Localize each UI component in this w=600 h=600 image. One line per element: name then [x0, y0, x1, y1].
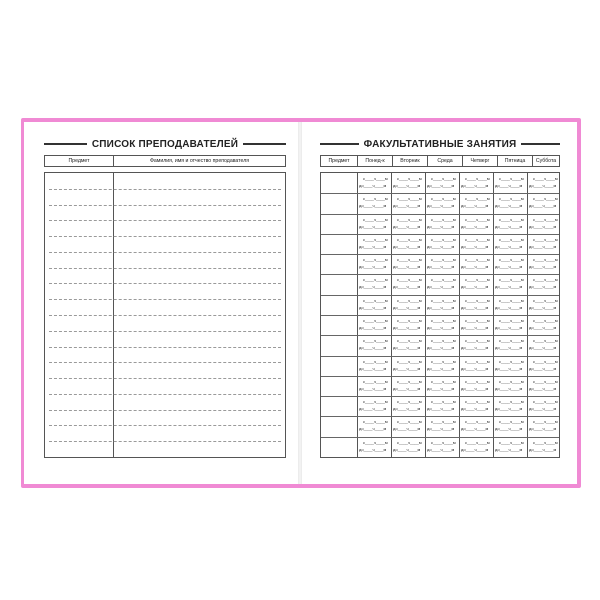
row-divider [321, 396, 559, 397]
time-slot-from: с____ч____м [499, 236, 524, 242]
column-header-saturday: Суббота [535, 158, 557, 164]
ruling-line [49, 268, 281, 269]
time-slot-from: с____ч____м [431, 399, 456, 405]
time-slot-from: с____ч____м [363, 176, 388, 181]
time-slot-from: с____ч____м [363, 399, 388, 405]
column-header-thursday: Четверг [463, 156, 498, 166]
time-slot-to: до____ч____м [495, 365, 523, 371]
time-slot-to: до____ч____м [393, 203, 421, 209]
time-slot-to: до____ч____м [359, 426, 387, 432]
row-divider [321, 437, 559, 438]
time-slot-to: до____ч____м [359, 406, 387, 412]
column-header-wednesday: Среда [428, 156, 463, 166]
time-slot-to: до____ч____м [427, 243, 455, 249]
time-slot-from: с____ч____м [363, 318, 388, 323]
ruling-line [49, 441, 281, 442]
time-slot-to: до____ч____м [529, 406, 557, 412]
time-slot-from: с____ч____м [363, 297, 388, 303]
time-slot-from: с____ч____м [499, 196, 524, 202]
time-slot-from: с____ч____м [499, 297, 524, 303]
time-slot-to: до____ч____м [529, 183, 557, 188]
time-slot-to: до____ч____м [427, 203, 455, 209]
time-slot-to: до____ч____м [461, 183, 489, 188]
time-slot-to: до____ч____м [461, 243, 489, 249]
time-slot-to: до____ч____м [359, 264, 387, 270]
time-slot-from: с____ч____м [363, 236, 388, 242]
time-slot-from: с____ч____м [533, 419, 558, 425]
time-slot-from: с____ч____м [363, 358, 388, 364]
time-slot-to: до____ч____м [427, 385, 455, 391]
time-slot-from: с____ч____м [397, 419, 422, 425]
time-slot-from: с____ч____м [363, 338, 388, 344]
row-divider [321, 193, 559, 194]
time-slot-from: с____ч____м [533, 358, 558, 364]
time-slot-from: с____ч____м [397, 378, 422, 384]
time-slot-to: до____ч____м [529, 446, 557, 452]
time-slot-from: с____ч____м [431, 358, 456, 364]
time-slot-to: до____ч____м [393, 325, 421, 330]
time-slot-from: с____ч____м [431, 216, 456, 222]
time-slot-to: до____ч____м [529, 264, 557, 270]
time-slot-from: с____ч____м [499, 358, 524, 364]
ruling-line [49, 205, 281, 206]
ruling-line [49, 252, 281, 253]
time-slot-to: до____ч____м [359, 446, 387, 452]
time-slot-from: с____ч____м [397, 257, 422, 263]
time-slot-to: до____ч____м [529, 426, 557, 432]
time-slot-from: с____ч____м [499, 216, 524, 222]
time-slot-to: до____ч____м [495, 284, 523, 290]
column-header-subject: Предмет [45, 156, 114, 166]
time-slot-from: с____ч____м [465, 297, 490, 303]
time-slot-from: с____ч____м [533, 257, 558, 263]
time-slot-to: до____ч____м [529, 385, 557, 391]
time-slot-to: до____ч____м [359, 243, 387, 249]
time-slot-from: с____ч____м [431, 277, 456, 283]
time-slot-from: с____ч____м [465, 216, 490, 222]
time-slot-from: с____ч____м [465, 176, 490, 181]
time-slot-from: с____ч____м [533, 236, 558, 242]
column-header-subject: Предмет [321, 156, 358, 166]
time-slot-from: с____ч____м [431, 257, 456, 263]
ruling-line [49, 236, 281, 237]
heading-rule-left [44, 143, 87, 145]
time-slot-to: до____ч____м [461, 264, 489, 270]
time-slot-to: до____ч____м [461, 304, 489, 310]
time-slot-to: до____ч____м [529, 203, 557, 209]
time-slot-to: до____ч____м [427, 365, 455, 371]
ruling-line [49, 331, 281, 332]
time-slot-from: с____ч____м [499, 318, 524, 323]
time-slot-to: до____ч____м [359, 223, 387, 229]
heading-rule-right [243, 143, 286, 145]
time-slot-to: до____ч____м [529, 304, 557, 310]
time-slot-to: до____ч____м [393, 385, 421, 391]
time-slot-to: до____ч____м [427, 304, 455, 310]
electives-table [320, 172, 560, 458]
time-slot-to: до____ч____м [495, 325, 523, 330]
time-slot-from: с____ч____м [397, 439, 422, 445]
time-slot-to: до____ч____м [495, 426, 523, 432]
time-slot-from: с____ч____м [363, 277, 388, 283]
row-divider [321, 214, 559, 215]
time-slot-to: до____ч____м [461, 365, 489, 371]
time-slot-from: с____ч____м [397, 277, 422, 283]
time-slot-from: с____ч____м [533, 439, 558, 445]
time-slot-from: с____ч____м [533, 378, 558, 384]
time-slot-from: с____ч____м [533, 196, 558, 202]
time-slot-from: с____ч____м [533, 176, 558, 181]
row-divider [321, 274, 559, 275]
column-header-monday: Понед-к [358, 156, 393, 166]
time-slot-from: с____ч____м [465, 196, 490, 202]
time-slot-from: с____ч____м [397, 338, 422, 344]
time-slot-to: до____ч____м [393, 345, 421, 351]
time-slot-from: с____ч____м [397, 399, 422, 405]
time-slot-to: до____ч____м [495, 406, 523, 412]
time-slot-to: до____ч____м [529, 365, 557, 371]
time-slot-from: с____ч____м [397, 318, 422, 323]
time-slot-from: с____ч____м [397, 196, 422, 202]
time-slot-to: до____ч____м [495, 345, 523, 351]
electives-title: ФАКУЛЬТАТИВНЫЕ ЗАНЯТИЯ [363, 138, 517, 150]
time-slot-to: до____ч____м [495, 223, 523, 229]
row-divider [321, 254, 559, 255]
time-slot-from: с____ч____м [533, 338, 558, 344]
time-slot-to: до____ч____м [359, 284, 387, 290]
time-slot-to: до____ч____м [461, 446, 489, 452]
time-slot-from: с____ч____м [465, 318, 490, 323]
time-slot-to: до____ч____м [461, 385, 489, 391]
teachers-table [44, 172, 286, 458]
time-slot-to: до____ч____м [495, 385, 523, 391]
time-slot-from: с____ч____м [363, 378, 388, 384]
time-slot-from: с____ч____м [533, 216, 558, 222]
row-divider [321, 376, 559, 377]
time-slot-from: с____ч____м [431, 297, 456, 303]
time-slot-to: до____ч____м [393, 426, 421, 432]
time-slot-from: с____ч____м [431, 419, 456, 425]
time-slot-from: с____ч____м [363, 439, 388, 445]
time-slot-from: с____ч____м [465, 257, 490, 263]
time-slot-to: до____ч____м [427, 325, 455, 330]
time-slot-to: до____ч____м [359, 365, 387, 371]
time-slot-to: до____ч____м [427, 406, 455, 412]
time-slot-to: до____ч____м [495, 304, 523, 310]
time-slot-from: с____ч____м [499, 277, 524, 283]
time-slot-to: до____ч____м [359, 304, 387, 310]
time-slot-from: с____ч____м [397, 216, 422, 222]
ruling-line [49, 189, 281, 190]
time-slot-to: до____ч____м [495, 203, 523, 209]
ruling-line [49, 315, 281, 316]
teachers-list-title: СПИСОК ПРЕПОДАВАТЕЛЕЙ [91, 138, 239, 150]
time-slot-from: с____ч____м [431, 439, 456, 445]
time-slot-from: с____ч____м [363, 216, 388, 222]
time-slot-from: с____ч____м [533, 318, 558, 323]
column-header-teacher-name: Фамилия, имя и отчество преподавателя [149, 158, 250, 164]
time-slot-to: до____ч____м [393, 284, 421, 290]
time-slot-from: с____ч____м [431, 318, 456, 323]
row-divider [321, 335, 559, 336]
time-slot-from: с____ч____м [431, 338, 456, 344]
time-slot-to: до____ч____м [529, 345, 557, 351]
time-slot-to: до____ч____м [359, 203, 387, 209]
time-slot-to: до____ч____м [427, 446, 455, 452]
time-slot-from: с____ч____м [533, 277, 558, 283]
time-slot-to: до____ч____м [393, 223, 421, 229]
time-slot-to: до____ч____м [393, 243, 421, 249]
time-slot-to: до____ч____м [529, 243, 557, 249]
row-divider [321, 295, 559, 296]
ruling-line [49, 425, 281, 426]
time-slot-to: до____ч____м [461, 426, 489, 432]
time-slot-to: до____ч____м [393, 446, 421, 452]
time-slot-to: до____ч____м [359, 183, 387, 188]
time-slot-from: с____ч____м [499, 399, 524, 405]
teachers-table-header [44, 155, 286, 167]
time-slot-to: до____ч____м [495, 243, 523, 249]
time-slot-to: до____ч____м [461, 406, 489, 412]
ruling-line [49, 410, 281, 411]
time-slot-from: с____ч____м [363, 196, 388, 202]
time-slot-to: до____ч____м [393, 365, 421, 371]
time-slot-from: с____ч____м [465, 358, 490, 364]
time-slot-from: с____ч____м [363, 419, 388, 425]
ruling-line [49, 347, 281, 348]
time-slot-from: с____ч____м [465, 419, 490, 425]
heading-rule-left [320, 143, 359, 145]
time-slot-to: до____ч____м [529, 325, 557, 330]
time-slot-from: с____ч____м [499, 419, 524, 425]
time-slot-to: до____ч____м [427, 223, 455, 229]
time-slot-to: до____ч____м [461, 223, 489, 229]
time-slot-from: с____ч____м [465, 236, 490, 242]
time-slot-to: до____ч____м [495, 446, 523, 452]
ruling-line [49, 283, 281, 284]
time-slot-to: до____ч____м [359, 345, 387, 351]
column-header-tuesday: Вторник [393, 156, 428, 166]
electives-table-header [320, 155, 560, 167]
time-slot-from: с____ч____м [431, 236, 456, 242]
time-slot-to: до____ч____м [529, 284, 557, 290]
time-slot-from: с____ч____м [533, 297, 558, 303]
time-slot-to: до____ч____м [427, 284, 455, 290]
time-slot-to: до____ч____м [393, 406, 421, 412]
time-slot-to: до____ч____м [461, 345, 489, 351]
time-slot-from: с____ч____м [499, 257, 524, 263]
ruling-line [49, 378, 281, 379]
time-slot-to: до____ч____м [495, 264, 523, 270]
time-slot-from: с____ч____м [397, 236, 422, 242]
time-slot-to: до____ч____м [495, 183, 523, 188]
time-slot-to: до____ч____м [427, 264, 455, 270]
row-divider [321, 356, 559, 357]
time-slot-from: с____ч____м [499, 176, 524, 181]
row-divider [321, 234, 559, 235]
time-slot-from: с____ч____м [465, 277, 490, 283]
time-slot-to: до____ч____м [359, 385, 387, 391]
row-divider [321, 416, 559, 417]
row-divider [321, 315, 559, 316]
time-slot-from: с____ч____м [499, 378, 524, 384]
teachers-list-heading [44, 136, 286, 152]
time-slot-from: с____ч____м [465, 399, 490, 405]
time-slot-from: с____ч____м [397, 297, 422, 303]
time-slot-from: с____ч____м [465, 378, 490, 384]
time-slot-from: с____ч____м [431, 196, 456, 202]
time-slot-to: до____ч____м [393, 304, 421, 310]
time-slot-to: до____ч____м [393, 264, 421, 270]
time-slot-from: с____ч____м [499, 338, 524, 344]
time-slot-from: с____ч____м [397, 176, 422, 181]
time-slot-from: с____ч____м [431, 378, 456, 384]
time-slot-to: до____ч____м [427, 426, 455, 432]
time-slot-to: до____ч____м [427, 345, 455, 351]
time-slot-to: до____ч____м [427, 183, 455, 188]
time-slot-to: до____ч____м [359, 325, 387, 330]
time-slot-to: до____ч____м [461, 284, 489, 290]
time-slot-from: с____ч____м [431, 176, 456, 181]
time-slot-from: с____ч____м [499, 439, 524, 445]
heading-rule-right [521, 143, 560, 145]
time-slot-from: с____ч____м [397, 358, 422, 364]
time-slot-from: с____ч____м [533, 399, 558, 405]
ruling-line [49, 362, 281, 363]
ruling-line [49, 220, 281, 221]
time-slot-to: до____ч____м [393, 183, 421, 188]
time-slot-from: с____ч____м [363, 257, 388, 263]
ruling-line [49, 299, 281, 300]
time-slot-from: с____ч____м [465, 338, 490, 344]
ruling-line [49, 394, 281, 395]
time-slot-to: до____ч____м [529, 223, 557, 229]
page-gutter [298, 122, 302, 484]
time-slot-from: с____ч____м [465, 439, 490, 445]
time-slot-to: до____ч____м [461, 325, 489, 330]
time-slot-to: до____ч____м [461, 203, 489, 209]
column-header-friday: Пятница [498, 156, 533, 166]
electives-heading [320, 136, 560, 152]
